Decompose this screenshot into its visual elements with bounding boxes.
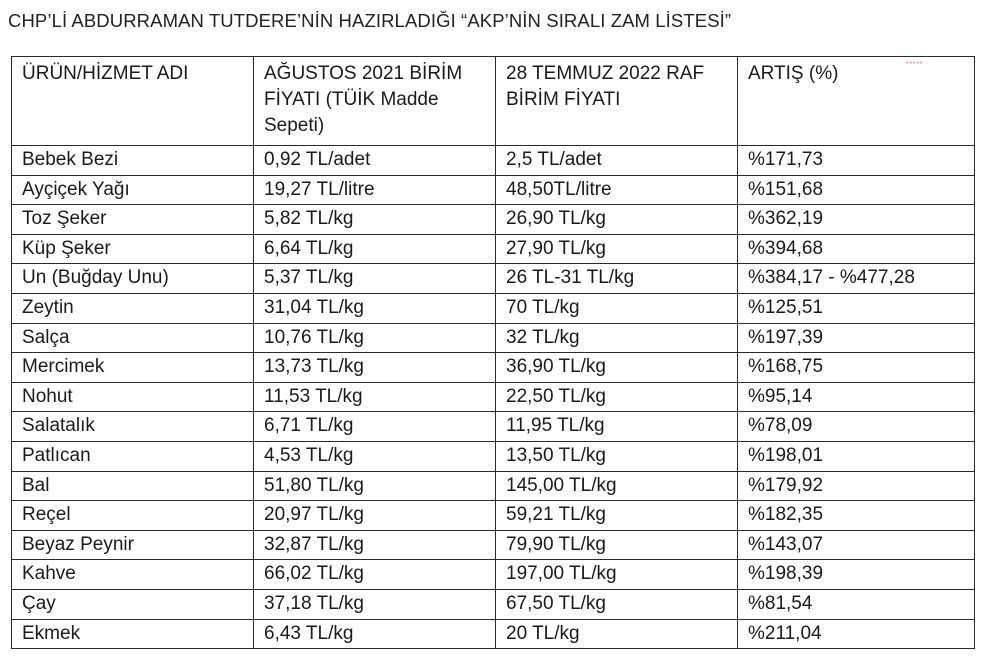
- cell-august-2021-price: 31,04 TL/kg: [254, 293, 496, 323]
- cell-product-name: Küp Şeker: [12, 234, 254, 264]
- cell-july-2022-price: 26,90 TL/kg: [496, 205, 738, 235]
- table-row: [12, 146, 975, 176]
- cell-august-2021-price: 5,82 TL/kg: [254, 205, 496, 235]
- cell-increase-percent: %143,07: [738, 530, 975, 560]
- table-row: [12, 501, 975, 531]
- table-row: [12, 530, 975, 560]
- cell-increase-percent: %95,14: [738, 382, 975, 412]
- cell-august-2021-price: 6,43 TL/kg: [254, 619, 496, 649]
- cell-increase-percent: %362,19: [738, 205, 975, 235]
- cell-product-name: Zeytin: [12, 293, 254, 323]
- cell-product-name: Bebek Bezi: [12, 146, 254, 176]
- table-row: [12, 205, 975, 235]
- table-row: [12, 264, 975, 294]
- cell-august-2021-price: 6,71 TL/kg: [254, 412, 496, 442]
- cell-august-2021-price: 37,18 TL/kg: [254, 589, 496, 619]
- cell-august-2021-price: 32,87 TL/kg: [254, 530, 496, 560]
- cell-july-2022-price: 27,90 TL/kg: [496, 234, 738, 264]
- cell-increase-percent: %384,17 - %477,28: [738, 264, 975, 294]
- cell-increase-percent: %198,01: [738, 441, 975, 471]
- cell-increase-percent: %211,04: [738, 619, 975, 649]
- cell-july-2022-price: 145,00 TL/kg: [496, 471, 738, 501]
- watermark-logo: ▪▪▪▪▪: [906, 58, 923, 67]
- cell-product-name: Nohut: [12, 382, 254, 412]
- cell-product-name: Un (Buğday Unu): [12, 264, 254, 294]
- cell-product-name: Patlıcan: [12, 441, 254, 471]
- cell-july-2022-price: 32 TL/kg: [496, 323, 738, 353]
- cell-product-name: Ayçiçek Yağı: [12, 175, 254, 205]
- cell-increase-percent: %198,39: [738, 560, 975, 590]
- cell-july-2022-price: 79,90 TL/kg: [496, 530, 738, 560]
- table-body: [12, 146, 975, 649]
- cell-august-2021-price: 13,73 TL/kg: [254, 353, 496, 383]
- cell-august-2021-price: 6,64 TL/kg: [254, 234, 496, 264]
- cell-august-2021-price: 5,37 TL/kg: [254, 264, 496, 294]
- price-increase-table: [11, 56, 975, 649]
- table-row: [12, 560, 975, 590]
- cell-product-name: Salatalık: [12, 412, 254, 442]
- table-header-row: [12, 57, 975, 146]
- cell-increase-percent: %179,92: [738, 471, 975, 501]
- table-row: [12, 619, 975, 649]
- cell-increase-percent: %125,51: [738, 293, 975, 323]
- cell-july-2022-price: 2,5 TL/adet: [496, 146, 738, 176]
- cell-july-2022-price: 70 TL/kg: [496, 293, 738, 323]
- cell-july-2022-price: 67,50 TL/kg: [496, 589, 738, 619]
- table-row: [12, 382, 975, 412]
- cell-product-name: Toz Şeker: [12, 205, 254, 235]
- cell-increase-percent: %151,68: [738, 175, 975, 205]
- header-increase-percent: ARTIŞ (%): [738, 57, 975, 146]
- cell-august-2021-price: 4,53 TL/kg: [254, 441, 496, 471]
- table-row: [12, 353, 975, 383]
- cell-product-name: Kahve: [12, 560, 254, 590]
- cell-july-2022-price: 48,50TL/litre: [496, 175, 738, 205]
- cell-july-2022-price: 197,00 TL/kg: [496, 560, 738, 590]
- table-row: [12, 323, 975, 353]
- header-july-2022-price: 28 TEMMUZ 2022 RAF BİRİM FİYATI: [496, 57, 738, 146]
- table-row: [12, 175, 975, 205]
- cell-july-2022-price: 22,50 TL/kg: [496, 382, 738, 412]
- cell-increase-percent: %168,75: [738, 353, 975, 383]
- header-august-2021-price: AĞUSTOS 2021 BİRİM FİYATI (TÜİK Madde Sepeti): [254, 57, 496, 146]
- cell-increase-percent: %81,54: [738, 589, 975, 619]
- cell-product-name: Reçel: [12, 501, 254, 531]
- table-row: [12, 234, 975, 264]
- cell-august-2021-price: 10,76 TL/kg: [254, 323, 496, 353]
- table-row: [12, 471, 975, 501]
- table-row: [12, 589, 975, 619]
- table-row: [12, 412, 975, 442]
- cell-july-2022-price: 36,90 TL/kg: [496, 353, 738, 383]
- cell-product-name: Ekmek: [12, 619, 254, 649]
- cell-august-2021-price: 66,02 TL/kg: [254, 560, 496, 590]
- cell-product-name: Çay: [12, 589, 254, 619]
- cell-august-2021-price: 51,80 TL/kg: [254, 471, 496, 501]
- cell-august-2021-price: 11,53 TL/kg: [254, 382, 496, 412]
- cell-increase-percent: %78,09: [738, 412, 975, 442]
- cell-july-2022-price: 13,50 TL/kg: [496, 441, 738, 471]
- cell-product-name: Bal: [12, 471, 254, 501]
- cell-july-2022-price: 26 TL-31 TL/kg: [496, 264, 738, 294]
- header-product-name: ÜRÜN/HİZMET ADI: [12, 57, 254, 146]
- cell-july-2022-price: 59,21 TL/kg: [496, 501, 738, 531]
- table-row: [12, 441, 975, 471]
- cell-july-2022-price: 20 TL/kg: [496, 619, 738, 649]
- cell-product-name: Mercimek: [12, 353, 254, 383]
- document-title: CHP’Lİ ABDURRAMAN TUTDERE’NİN HAZIRLADIĞI “AKP’NİN SIRALI ZAM LİSTESİ”: [8, 10, 732, 31]
- cell-increase-percent: %171,73: [738, 146, 975, 176]
- cell-product-name: Beyaz Peynir: [12, 530, 254, 560]
- cell-august-2021-price: 0,92 TL/adet: [254, 146, 496, 176]
- cell-august-2021-price: 20,97 TL/kg: [254, 501, 496, 531]
- cell-august-2021-price: 19,27 TL/litre: [254, 175, 496, 205]
- cell-increase-percent: %182,35: [738, 501, 975, 531]
- table-row: [12, 293, 975, 323]
- cell-increase-percent: %394,68: [738, 234, 975, 264]
- cell-increase-percent: %197,39: [738, 323, 975, 353]
- cell-july-2022-price: 11,95 TL/kg: [496, 412, 738, 442]
- cell-product-name: Salça: [12, 323, 254, 353]
